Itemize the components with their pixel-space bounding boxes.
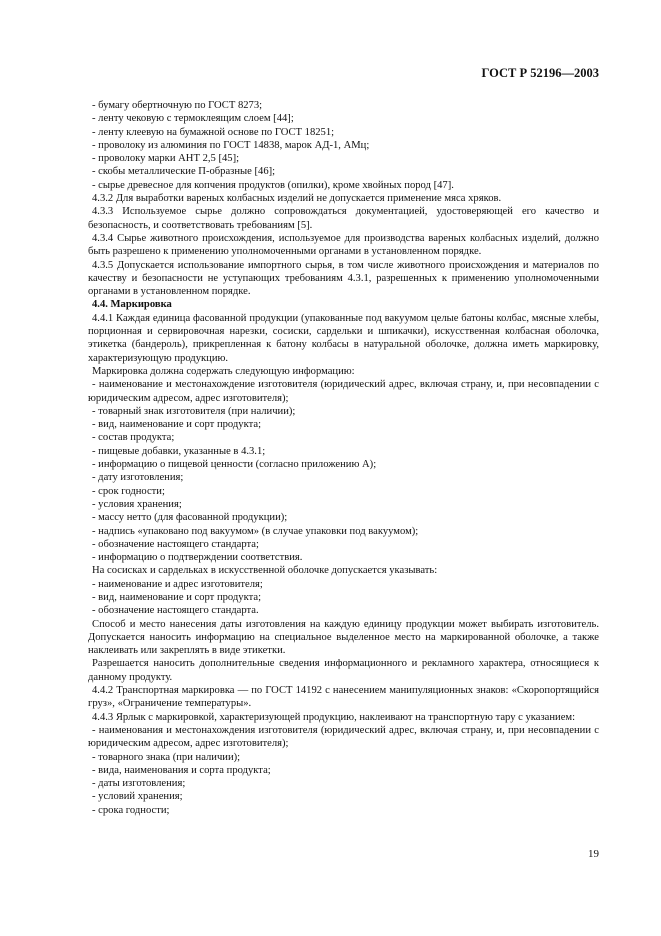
list-item: - информацию о подтверждении соответствия. <box>92 552 303 564</box>
list-item: - вид, наименование и сорт продукта; <box>92 591 262 603</box>
list-item: - срок годности; <box>92 485 165 497</box>
list-item: - пищевые добавки, указанные в 4.3.1; <box>92 445 266 457</box>
list-item: - ленту чековую с термоклеящим слоем [44]; <box>92 113 294 125</box>
list-item: - условия хранения; <box>92 498 182 510</box>
list-item: - ленту клеевую на бумажной основе по ГОСТ 18251; <box>92 126 335 138</box>
list-item: - товарный знак изготовителя (при наличии); <box>92 405 296 417</box>
page-body <box>88 99 599 817</box>
paragraph-4-3-5: 4.3.5 Допускается использование импортного сырья, в том числе животного происхождения и материалов по качеству и безопасности не уступающих требованиям 4.3.1, разрешенных к применению уполномоченными органами в установленном порядке. <box>88 259 599 298</box>
paragraph-date-placement: Способ и место нанесения даты изготовления на каждую единицу продукции может выбирать изготовитель. Допускается наносить информацию на специальное выделенное место на маркированной оболочке, а также наклеивать или закреплять в виде этикетки. <box>88 618 599 657</box>
list-item: - надпись «упаковано под вакуумом» (в случае упаковки под вакуумом); <box>92 525 419 537</box>
list-item: - проволоку из алюминия по ГОСТ 14838, марок АД-1, АМц; <box>92 139 370 151</box>
paragraph-extra-info: Разрешается наносить дополнительные сведения информационного и рекламного характера, относящиеся к данному продукту. <box>88 658 599 683</box>
paragraph-4-4-3: 4.4.3 Ярлык с маркировкой, характеризующей продукцию, наклеивают на транспортную тару с указанием: <box>92 711 576 723</box>
paragraph-4-3-3: 4.3.3 Используемое сырье должно сопровождаться документацией, удостоверяющей его качество и безопасность, и соответствовать требованиям [5]. <box>88 206 599 231</box>
list-item: - проволоку марки АНТ 2,5 [45]; <box>92 153 240 165</box>
list-item: - дату изготовления; <box>92 472 184 484</box>
list-item: - бумагу обертночную по ГОСТ 8273; <box>92 100 263 111</box>
list-item: - товарного знака (при наличии); <box>92 751 241 763</box>
list-item: - даты изготовления; <box>92 778 186 790</box>
section-heading-marking: 4.4. Маркировка <box>92 299 172 311</box>
list-item: - массу нетто (для фасованной продукции); <box>92 512 288 524</box>
list-item: - информацию о пищевой ценности (согласно приложению А); <box>92 459 377 471</box>
sausage-intro: На сосисках и сардельках в искусственной оболочке допускается указывать: <box>92 565 438 577</box>
list-item: - наименования и местонахождения изготовителя (юридический адрес, включая страну, и, при несовпадении с юридическим адресом, адрес изготовителя); <box>88 724 599 750</box>
list-item: - сырье древесное для копчения продуктов (опилки), кроме хвойных пород [47]. <box>92 179 454 191</box>
list-item: - вид, наименование и сорт продукта; <box>92 419 262 431</box>
list-item: - срока годности; <box>92 804 170 816</box>
page-number: 19 <box>588 848 599 860</box>
paragraph-4-3-2: 4.3.2 Для выработки вареных колбасных изделий не допускается применение мяса хряков. <box>92 193 502 205</box>
list-item: - обозначение настоящего стандарта; <box>92 538 259 550</box>
list-item: - состав продукта; <box>92 432 175 444</box>
list-item: - наименование и адрес изготовителя; <box>92 578 263 590</box>
list-item: - наименование и местонахождение изготовителя (юридический адрес, включая страну, и, при несовпадении с юридическим адресом, адрес изготовителя); <box>88 379 599 404</box>
list-item: - скобы металлические П-образные [46]; <box>92 166 276 178</box>
paragraph-4-4-2: 4.4.2 Транспортная маркировка — по ГОСТ 14192 с нанесением манипуляционных знаков: «Скоропортящийся груз», «Ограничение температуры». <box>88 685 599 710</box>
marking-intro: Маркировка должна содержать следующую информацию: <box>92 365 355 377</box>
list-item: - условий хранения; <box>92 791 183 803</box>
paragraph-4-3-4: 4.3.4 Сырье животного происхождения, используемое для производства вареных колбасных изделий, должно быть разрешено к применению уполномоченными органами в установленном порядке. <box>88 232 599 258</box>
list-item: - обозначение настоящего стандарта. <box>92 605 259 617</box>
list-item: - вида, наименования и сорта продукта; <box>92 764 271 776</box>
paragraph-4-4-1: 4.4.1 Каждая единица фасованной продукции (упакованные под вакуумом целые батоны колбас, мясные хлебы, порционная и сервировочная нарезки, сосиски, сардельки и шпикачки), искусственная колбасная оболочка, этикетка (бандероль), прикрепленная к батону колбасы в натуральной оболочке, должна иметь маркировку, характеризующую продукцию. <box>88 312 599 364</box>
document-code-header: ГОСТ Р 52196—2003 <box>481 66 599 80</box>
